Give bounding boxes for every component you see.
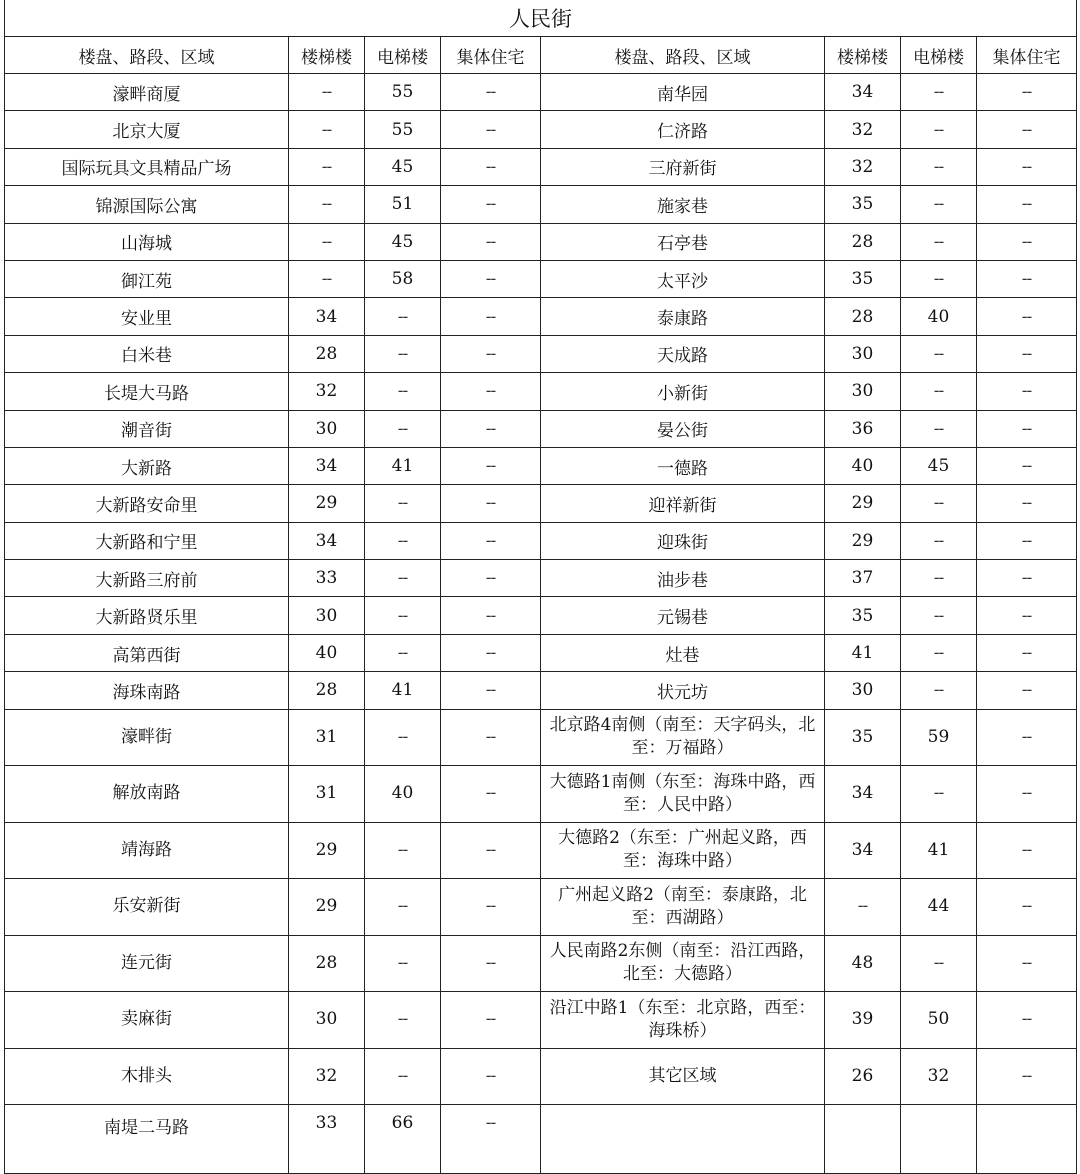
price-cell: --	[901, 335, 977, 372]
price-cell: --	[977, 522, 1077, 559]
area-name-cell: 施家巷	[541, 186, 825, 223]
price-cell: 32	[289, 373, 365, 410]
area-name-cell: 状元坊	[541, 672, 825, 709]
column-header: 电梯楼	[901, 37, 977, 74]
table-row	[5, 1048, 1077, 1105]
price-cell: --	[441, 935, 541, 992]
price-cell: 28	[825, 298, 901, 335]
table-title: 人民街	[5, 0, 1077, 37]
column-header: 集体住宅	[441, 37, 541, 74]
price-cell: --	[365, 522, 441, 559]
area-name-cell: 石亭巷	[541, 223, 825, 260]
price-cell: --	[441, 373, 541, 410]
price-cell: 45	[901, 447, 977, 484]
price-cell: --	[977, 447, 1077, 484]
area-name-cell: 北京路4南侧（南至：天字码头，北至：万福路）	[541, 709, 825, 766]
table-row	[5, 822, 1077, 879]
price-cell: --	[441, 447, 541, 484]
price-cell: --	[441, 260, 541, 297]
price-table	[4, 0, 1077, 1174]
area-name-cell: 大德路1南侧（东至：海珠中路，西至：人民中路）	[541, 766, 825, 823]
table-row	[5, 879, 1077, 936]
price-cell: 30	[289, 597, 365, 634]
price-cell: 26	[825, 1048, 901, 1105]
price-cell: --	[977, 485, 1077, 522]
price-cell: --	[901, 111, 977, 148]
price-cell: 31	[289, 709, 365, 766]
price-cell: --	[977, 879, 1077, 936]
price-cell: --	[977, 766, 1077, 823]
price-cell: 40	[901, 298, 977, 335]
price-cell: 30	[289, 410, 365, 447]
table-row	[5, 410, 1077, 447]
table-row	[5, 1105, 1077, 1174]
price-cell: 34	[825, 766, 901, 823]
table-row	[5, 935, 1077, 992]
table-row	[5, 485, 1077, 522]
price-cell: --	[365, 1048, 441, 1105]
price-cell: --	[901, 522, 977, 559]
price-cell: --	[977, 709, 1077, 766]
price-cell: --	[977, 260, 1077, 297]
price-cell: --	[977, 410, 1077, 447]
area-name-cell: 白米巷	[5, 335, 289, 372]
price-cell: 31	[289, 766, 365, 823]
price-cell: --	[365, 560, 441, 597]
column-header: 楼梯楼	[825, 37, 901, 74]
price-cell: --	[289, 223, 365, 260]
price-cell: 32	[825, 148, 901, 185]
price-cell: --	[901, 148, 977, 185]
price-cell: --	[365, 335, 441, 372]
price-cell: 30	[289, 992, 365, 1049]
price-cell: --	[441, 298, 541, 335]
price-cell: --	[977, 992, 1077, 1049]
area-name-cell: 北京大厦	[5, 111, 289, 148]
area-name-cell: 连元街	[5, 935, 289, 992]
price-cell: --	[977, 298, 1077, 335]
price-cell: 28	[289, 672, 365, 709]
price-cell: --	[901, 223, 977, 260]
price-cell: --	[289, 260, 365, 297]
area-name-cell: 乐安新街	[5, 879, 289, 936]
price-cell: --	[901, 260, 977, 297]
price-cell: --	[901, 935, 977, 992]
area-name-cell: 大新路安命里	[5, 485, 289, 522]
area-name-cell: 人民南路2东侧（南至：沿江西路，北至：大德路）	[541, 935, 825, 992]
area-name-cell: 濠畔街	[5, 709, 289, 766]
price-cell: 55	[365, 74, 441, 111]
price-cell: 29	[825, 485, 901, 522]
price-cell: 30	[825, 672, 901, 709]
column-header: 集体住宅	[977, 37, 1077, 74]
price-cell: --	[977, 1048, 1077, 1105]
table-row	[5, 634, 1077, 671]
column-header: 电梯楼	[365, 37, 441, 74]
table-row	[5, 672, 1077, 709]
table-row	[5, 560, 1077, 597]
price-cell: --	[441, 766, 541, 823]
price-cell: --	[441, 992, 541, 1049]
price-cell	[825, 1105, 901, 1174]
price-cell: --	[977, 935, 1077, 992]
area-name-cell: 太平沙	[541, 260, 825, 297]
area-name-cell: 高第西街	[5, 634, 289, 671]
column-header: 楼盘、路段、区域	[5, 37, 289, 74]
price-cell: 44	[901, 879, 977, 936]
table-row	[5, 766, 1077, 823]
price-cell: 35	[825, 186, 901, 223]
table-row	[5, 223, 1077, 260]
area-name-cell: 海珠南路	[5, 672, 289, 709]
column-header: 楼盘、路段、区域	[541, 37, 825, 74]
area-name-cell: 沿江中路1（东至：北京路，西至：海珠桥）	[541, 992, 825, 1049]
price-cell: 45	[365, 148, 441, 185]
area-name-cell: 广州起义路2（南至：泰康路，北至：西湖路）	[541, 879, 825, 936]
price-cell: --	[977, 186, 1077, 223]
area-name-cell: 潮音街	[5, 410, 289, 447]
price-cell: --	[365, 485, 441, 522]
price-cell: 58	[365, 260, 441, 297]
price-cell: --	[289, 111, 365, 148]
table-row	[5, 373, 1077, 410]
price-cell: --	[441, 74, 541, 111]
price-cell: 55	[365, 111, 441, 148]
price-cell: --	[825, 879, 901, 936]
table-row	[5, 148, 1077, 185]
price-cell: --	[977, 74, 1077, 111]
price-cell: --	[901, 597, 977, 634]
column-header: 楼梯楼	[289, 37, 365, 74]
price-cell: --	[365, 935, 441, 992]
price-cell: --	[441, 672, 541, 709]
price-cell: --	[441, 560, 541, 597]
price-cell: 35	[825, 709, 901, 766]
area-name-cell: 濠畔商厦	[5, 74, 289, 111]
price-cell: 39	[825, 992, 901, 1049]
area-name-cell: 御江苑	[5, 260, 289, 297]
price-cell: --	[441, 1105, 541, 1174]
area-name-cell: 元锡巷	[541, 597, 825, 634]
price-cell: --	[365, 822, 441, 879]
price-cell: 36	[825, 410, 901, 447]
price-cell: --	[901, 410, 977, 447]
area-name-cell: 其它区域	[541, 1048, 825, 1105]
price-cell: --	[901, 672, 977, 709]
area-name-cell: 解放南路	[5, 766, 289, 823]
price-cell: 32	[901, 1048, 977, 1105]
price-cell: --	[977, 223, 1077, 260]
area-name-cell: 国际玩具文具精品广场	[5, 148, 289, 185]
price-cell: 41	[365, 447, 441, 484]
area-name-cell: 油步巷	[541, 560, 825, 597]
price-cell: --	[441, 1048, 541, 1105]
price-cell: --	[441, 709, 541, 766]
area-name-cell: 大新路和宁里	[5, 522, 289, 559]
price-cell	[977, 1105, 1077, 1174]
price-cell: --	[977, 148, 1077, 185]
area-name-cell: 长堤大马路	[5, 373, 289, 410]
price-cell: --	[901, 766, 977, 823]
price-cell: --	[441, 522, 541, 559]
price-cell: --	[901, 560, 977, 597]
price-cell: 33	[289, 560, 365, 597]
price-cell: 34	[825, 74, 901, 111]
area-name-cell: 山海城	[5, 223, 289, 260]
area-name-cell: 迎珠街	[541, 522, 825, 559]
price-cell: 41	[365, 672, 441, 709]
price-cell: --	[365, 992, 441, 1049]
price-cell: --	[289, 186, 365, 223]
price-cell	[901, 1105, 977, 1174]
area-name-cell: 仁济路	[541, 111, 825, 148]
price-cell: --	[901, 373, 977, 410]
price-cell: 34	[289, 298, 365, 335]
area-name-cell: 靖海路	[5, 822, 289, 879]
price-cell: 29	[289, 485, 365, 522]
price-cell: 40	[365, 766, 441, 823]
price-cell: --	[365, 298, 441, 335]
price-cell: 35	[825, 260, 901, 297]
price-cell: 29	[289, 879, 365, 936]
area-name-cell: 迎祥新街	[541, 485, 825, 522]
price-cell: 40	[825, 447, 901, 484]
price-cell: --	[441, 335, 541, 372]
price-cell: --	[365, 709, 441, 766]
price-cell: --	[289, 148, 365, 185]
table-row	[5, 186, 1077, 223]
table-row	[5, 522, 1077, 559]
price-cell: 33	[289, 1105, 365, 1174]
area-name-cell	[541, 1105, 825, 1174]
area-name-cell: 大新路	[5, 447, 289, 484]
price-cell: --	[289, 74, 365, 111]
price-cell: --	[901, 74, 977, 111]
area-name-cell: 南华园	[541, 74, 825, 111]
price-cell: --	[441, 223, 541, 260]
area-name-cell: 灶巷	[541, 634, 825, 671]
price-cell: --	[365, 634, 441, 671]
area-name-cell: 大新路贤乐里	[5, 597, 289, 634]
price-cell: --	[441, 879, 541, 936]
table-row	[5, 111, 1077, 148]
price-cell: 34	[289, 522, 365, 559]
price-cell: 50	[901, 992, 977, 1049]
price-cell: 35	[825, 597, 901, 634]
table-row	[5, 709, 1077, 766]
area-name-cell: 小新街	[541, 373, 825, 410]
price-cell: 28	[825, 223, 901, 260]
price-cell: 45	[365, 223, 441, 260]
price-cell: --	[901, 186, 977, 223]
area-name-cell: 一德路	[541, 447, 825, 484]
price-cell: --	[977, 822, 1077, 879]
table-row	[5, 447, 1077, 484]
price-cell: 28	[289, 335, 365, 372]
price-cell: 41	[901, 822, 977, 879]
table-row	[5, 260, 1077, 297]
price-cell: 34	[289, 447, 365, 484]
price-cell: 59	[901, 709, 977, 766]
price-cell: 29	[289, 822, 365, 879]
area-name-cell: 泰康路	[541, 298, 825, 335]
price-cell: --	[977, 335, 1077, 372]
price-cell: 37	[825, 560, 901, 597]
price-cell: --	[441, 410, 541, 447]
price-cell: 32	[825, 111, 901, 148]
price-cell: --	[441, 186, 541, 223]
price-cell: --	[977, 111, 1077, 148]
price-cell: 29	[825, 522, 901, 559]
area-name-cell: 大新路三府前	[5, 560, 289, 597]
price-cell: --	[977, 373, 1077, 410]
area-name-cell: 卖麻街	[5, 992, 289, 1049]
price-cell: 66	[365, 1105, 441, 1174]
area-name-cell: 三府新街	[541, 148, 825, 185]
price-cell: 34	[825, 822, 901, 879]
price-cell: 28	[289, 935, 365, 992]
price-cell: 30	[825, 373, 901, 410]
price-cell: --	[977, 672, 1077, 709]
price-cell: --	[441, 485, 541, 522]
area-name-cell: 大德路2（东至：广州起义路，西至：海珠中路）	[541, 822, 825, 879]
price-cell: --	[977, 597, 1077, 634]
price-cell: 48	[825, 935, 901, 992]
price-cell: --	[365, 597, 441, 634]
price-cell: 41	[825, 634, 901, 671]
price-cell: --	[365, 879, 441, 936]
price-cell: --	[441, 634, 541, 671]
table-row	[5, 597, 1077, 634]
price-cell: --	[441, 822, 541, 879]
price-cell: --	[441, 111, 541, 148]
table-row	[5, 992, 1077, 1049]
area-name-cell: 南堤二马路	[5, 1105, 289, 1174]
area-name-cell: 木排头	[5, 1048, 289, 1105]
area-name-cell: 锦源国际公寓	[5, 186, 289, 223]
price-cell: 30	[825, 335, 901, 372]
area-name-cell: 天成路	[541, 335, 825, 372]
price-cell: 32	[289, 1048, 365, 1105]
price-cell: --	[977, 560, 1077, 597]
price-cell: --	[977, 634, 1077, 671]
price-cell: --	[441, 597, 541, 634]
table-row	[5, 335, 1077, 372]
price-cell: --	[901, 634, 977, 671]
area-name-cell: 安业里	[5, 298, 289, 335]
table-row	[5, 74, 1077, 111]
price-cell: --	[365, 373, 441, 410]
price-cell: --	[365, 410, 441, 447]
area-name-cell: 晏公街	[541, 410, 825, 447]
price-cell: 40	[289, 634, 365, 671]
price-cell: --	[441, 148, 541, 185]
price-cell: --	[901, 485, 977, 522]
price-cell: 51	[365, 186, 441, 223]
table-row	[5, 298, 1077, 335]
